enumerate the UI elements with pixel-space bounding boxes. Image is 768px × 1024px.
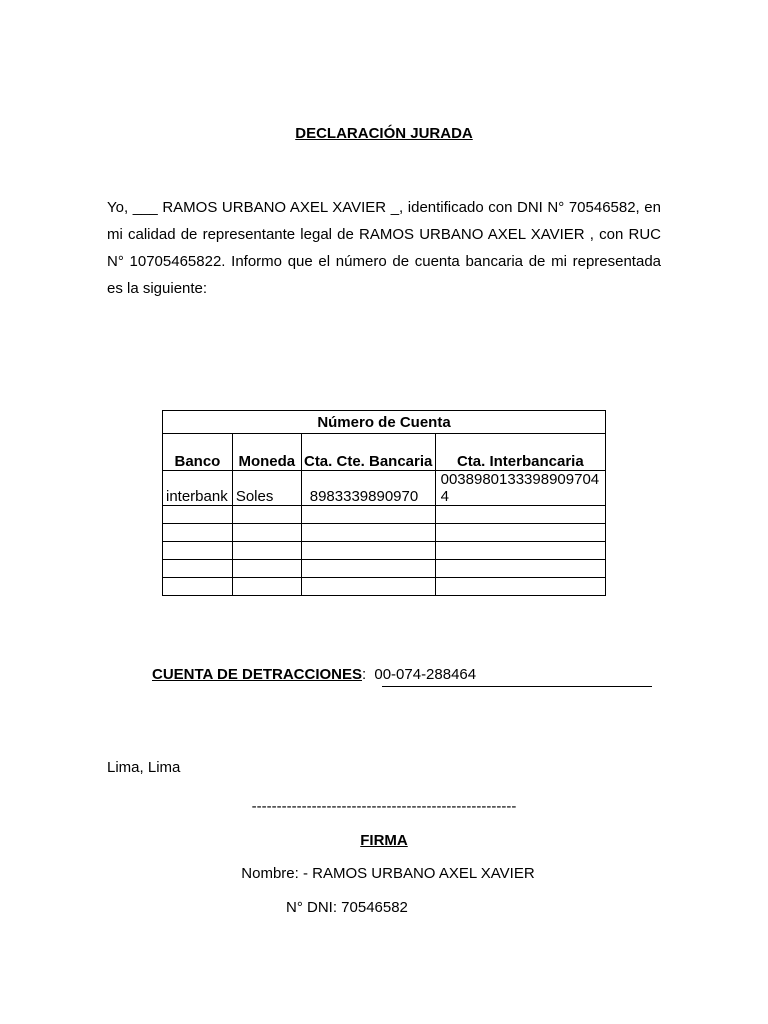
- signer-name: Nombre: - RAMOS URBANO AXEL XAVIER: [241, 865, 535, 882]
- signer-dni: N° DNI: 70546582: [286, 899, 408, 916]
- table-row: [163, 471, 606, 506]
- account-table: [162, 410, 606, 596]
- account-table-caption: Número de Cuenta: [163, 411, 606, 434]
- column-header-banco: Banco: [163, 434, 233, 471]
- table-row: [163, 524, 606, 542]
- detracciones-value: 00-074-288464: [374, 666, 477, 683]
- table-row: [163, 506, 606, 524]
- cell-cta-cte: 8983339890970: [301, 471, 435, 506]
- table-row: [163, 560, 606, 578]
- detracciones-separator: :: [362, 666, 367, 683]
- place: Lima, Lima: [107, 759, 181, 776]
- table-row: [163, 542, 606, 560]
- table-row: [163, 578, 606, 596]
- declaration-paragraph: Yo, ___ RAMOS URBANO AXEL XAVIER _, identificado con DNI N° 70546582, en mi calidad de representante legal de RAMOS URBANO AXEL XAVIER , con RUC N° 10705465822. Informo que el número de cuenta bancaria de mi representada es la siguiente:: [107, 199, 661, 297]
- detracciones-label: CUENTA DE DETRACCIONES: [152, 666, 363, 683]
- cell-cta-interbancaria: 00389801333989097044: [435, 471, 605, 506]
- cell-banco: interbank: [163, 471, 233, 506]
- signature-label: FIRMA: [360, 832, 408, 849]
- signature-line: -----------------------------------------------------: [251, 798, 517, 815]
- column-header-cta-interbancaria: Cta. Interbancaria: [435, 434, 605, 471]
- column-header-moneda: Moneda: [232, 434, 301, 471]
- column-header-cta-cte: Cta. Cte. Bancaria: [301, 434, 435, 471]
- cell-moneda: Soles: [232, 471, 301, 506]
- document-title: DECLARACIÓN JURADA: [295, 125, 473, 142]
- detracciones-line: [152, 666, 476, 683]
- detracciones-underline: [382, 686, 652, 687]
